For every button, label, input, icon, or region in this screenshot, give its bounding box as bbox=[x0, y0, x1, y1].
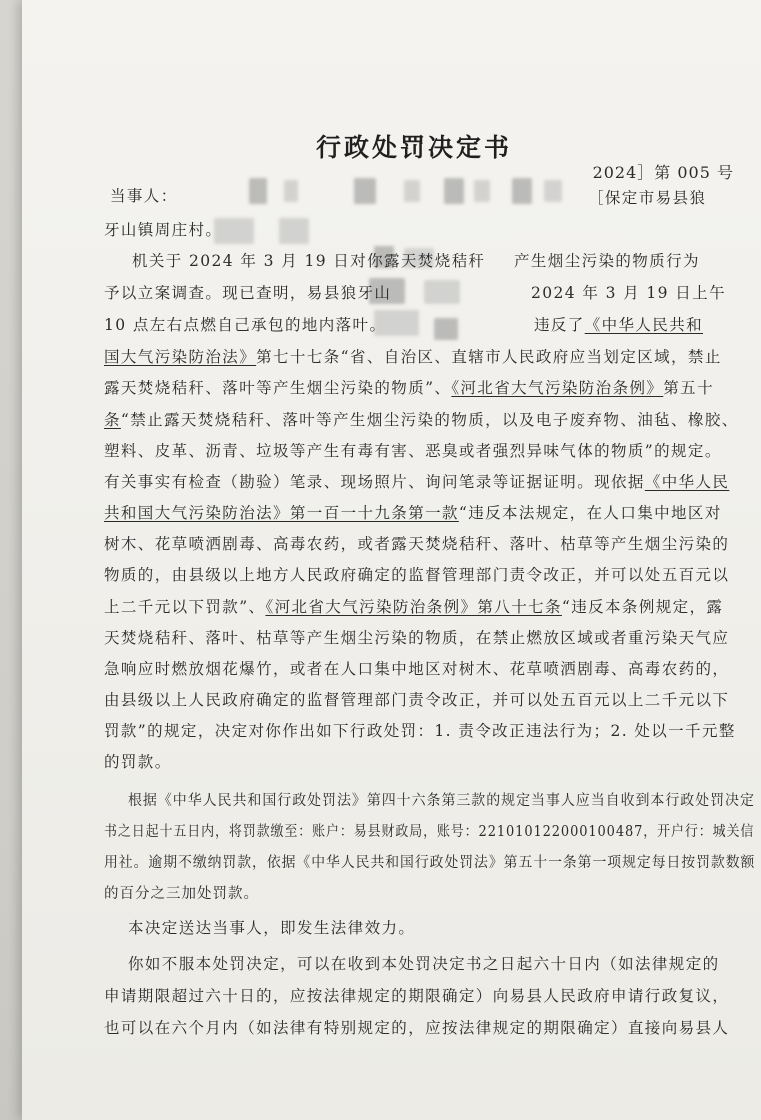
text-line bbox=[128, 791, 755, 811]
text-segment: 的罚款。 bbox=[104, 753, 172, 771]
text-segment: 罚款”的规定，决定对你作出如下行政处罚：1. 责令改正违法行为；2. 处以一千元整 bbox=[104, 722, 736, 740]
text-segment: 予以立案调查。现已查明，易县狼牙山 bbox=[104, 284, 392, 302]
law-reference: 《河北省大气污染防治条例》第八十七条 bbox=[265, 598, 562, 616]
text-segment: 产生烟尘污染的物质行为 bbox=[514, 252, 700, 270]
text-segment: 由县级以上人民政府确定的监督管理部门责令改正，并可以处五百元以上二千元以下 bbox=[104, 691, 730, 709]
text-line bbox=[588, 188, 728, 208]
text-line bbox=[104, 220, 724, 240]
text-segment: 树木、花草喷洒剧毒、高毒农药，或者露天焚烧秸秆、落叶、枯草等产生烟尘污染的 bbox=[104, 535, 730, 553]
text-line bbox=[104, 565, 730, 585]
text-segment: “违反本条例规定，露 bbox=[561, 598, 724, 616]
text-segment: 天焚烧秸秆、落叶、枯草等产生烟尘污染的物质，在禁止燃放区域或者重污染天气应 bbox=[104, 629, 730, 647]
text-segment: 本决定送达当事人，即发生法律效力。 bbox=[128, 919, 416, 937]
text-segment: 的百分之三加处罚款。 bbox=[104, 886, 259, 902]
text-segment: 2024 年 3 月 19 日上午 bbox=[531, 284, 726, 302]
text-segment: 牙山镇周庄村。 bbox=[104, 221, 223, 239]
law-reference: 《中华人民 bbox=[644, 473, 730, 491]
text-line bbox=[104, 853, 756, 873]
text-segment: 物质的，由县级以上地方人民政府确定的监督管理部门责令改正，并可以处五百元以 bbox=[104, 566, 730, 584]
text-segment: 书之日起十五日内，将罚款缴至：账户：易县财政局，账号：221010122000100487，开户行：城关信 bbox=[104, 824, 755, 840]
law-reference: 《中华人民共和 bbox=[584, 316, 704, 334]
text-segment: 违反了 bbox=[534, 316, 585, 334]
law-reference: 国大气污染防治法》 bbox=[104, 348, 257, 366]
text-segment: 你如不服本处罚决定，可以在收到本处罚决定书之日起六十日内（如法律规定的 bbox=[128, 955, 720, 973]
text-line bbox=[514, 251, 734, 271]
text-segment: 机关于 2024 年 3 月 19 日对你露天焚烧秸秆 bbox=[132, 252, 486, 270]
text-line bbox=[104, 628, 730, 648]
law-reference: 《河北省大气污染防治条例》 bbox=[451, 379, 664, 397]
text-line bbox=[104, 822, 755, 842]
law-reference: 共和国大气污染防治法》第一百一十九条第一款 bbox=[104, 504, 459, 522]
text-line bbox=[104, 659, 730, 679]
law-reference: 条 bbox=[104, 411, 121, 429]
text-segment: 根据《中华人民共和国行政处罚法》第四十六条第三款的规定当事人应当自收到本行政处罚决定 bbox=[128, 793, 755, 809]
text-line bbox=[104, 472, 730, 492]
text-segment: 露天焚烧秸秆、落叶等产生烟尘污染的物质”、 bbox=[104, 379, 452, 397]
text-line bbox=[104, 503, 724, 523]
text-line bbox=[104, 597, 724, 617]
document-title: 行政处罚决定书 bbox=[315, 133, 512, 162]
text-line bbox=[104, 986, 730, 1006]
text-segment: 第五十 bbox=[663, 379, 714, 397]
text-line bbox=[128, 954, 748, 974]
text-segment: 有关事实有检查（勘验）笔录、现场照片、询问笔录等证据证明。现依据 bbox=[104, 473, 645, 491]
text-line bbox=[104, 721, 736, 741]
text-segment: ［保定市易县狼 bbox=[588, 189, 707, 207]
text-line bbox=[104, 690, 730, 710]
text-segment: 急响应时燃放烟花爆竹，或者在人口集中地区对树木、花草喷洒剧毒、高毒农药的， bbox=[104, 660, 730, 678]
text-segment: 申请期限超过六十日的，应按法律规定的期限确定）向易县人民政府申请行政复议， bbox=[104, 987, 730, 1005]
text-line bbox=[104, 410, 739, 430]
text-segment: 第七十七条“省、自治区、直辖市人民政府应当划定区域，禁止 bbox=[256, 348, 722, 366]
text-segment: 塑料、皮革、沥青、垃圾等产生有毒有害、恶臭或者强烈异味气体的物质”的规定。 bbox=[104, 442, 722, 460]
text-segment: 10 点左右点燃自己承包的地内落叶。 bbox=[104, 316, 387, 334]
text-line bbox=[104, 347, 724, 367]
text-line bbox=[104, 884, 724, 904]
text-line bbox=[104, 1018, 730, 1038]
text-line bbox=[534, 315, 734, 335]
document-number: 2024］第 005 号 bbox=[592, 163, 734, 182]
text-line bbox=[531, 283, 731, 303]
text-line bbox=[104, 441, 724, 461]
text-line bbox=[104, 752, 724, 772]
text-line bbox=[128, 918, 748, 938]
text-segment: “禁止露天焚烧秸秆、落叶等产生烟尘污染的物质，以及电子废弃物、油毡、橡胶、 bbox=[120, 411, 739, 429]
text-segment: 上二千元以下罚款”、 bbox=[104, 598, 266, 616]
paper-sheet bbox=[22, 0, 761, 1120]
text-segment: “违反本法规定，在人口集中地区对 bbox=[458, 504, 722, 522]
text-segment: 用社。逾期不缴纳罚款，依据《中华人民共和国行政处罚法》第五十一条第一项规定每日按罚款数额 bbox=[104, 855, 756, 871]
text-segment: 当事人： bbox=[110, 187, 178, 205]
text-segment: 也可以在六个月内（如法律有特别规定的，应按法律规定的期限确定）直接向易县人 bbox=[104, 1019, 730, 1037]
text-line bbox=[104, 378, 724, 398]
text-line bbox=[104, 534, 730, 554]
